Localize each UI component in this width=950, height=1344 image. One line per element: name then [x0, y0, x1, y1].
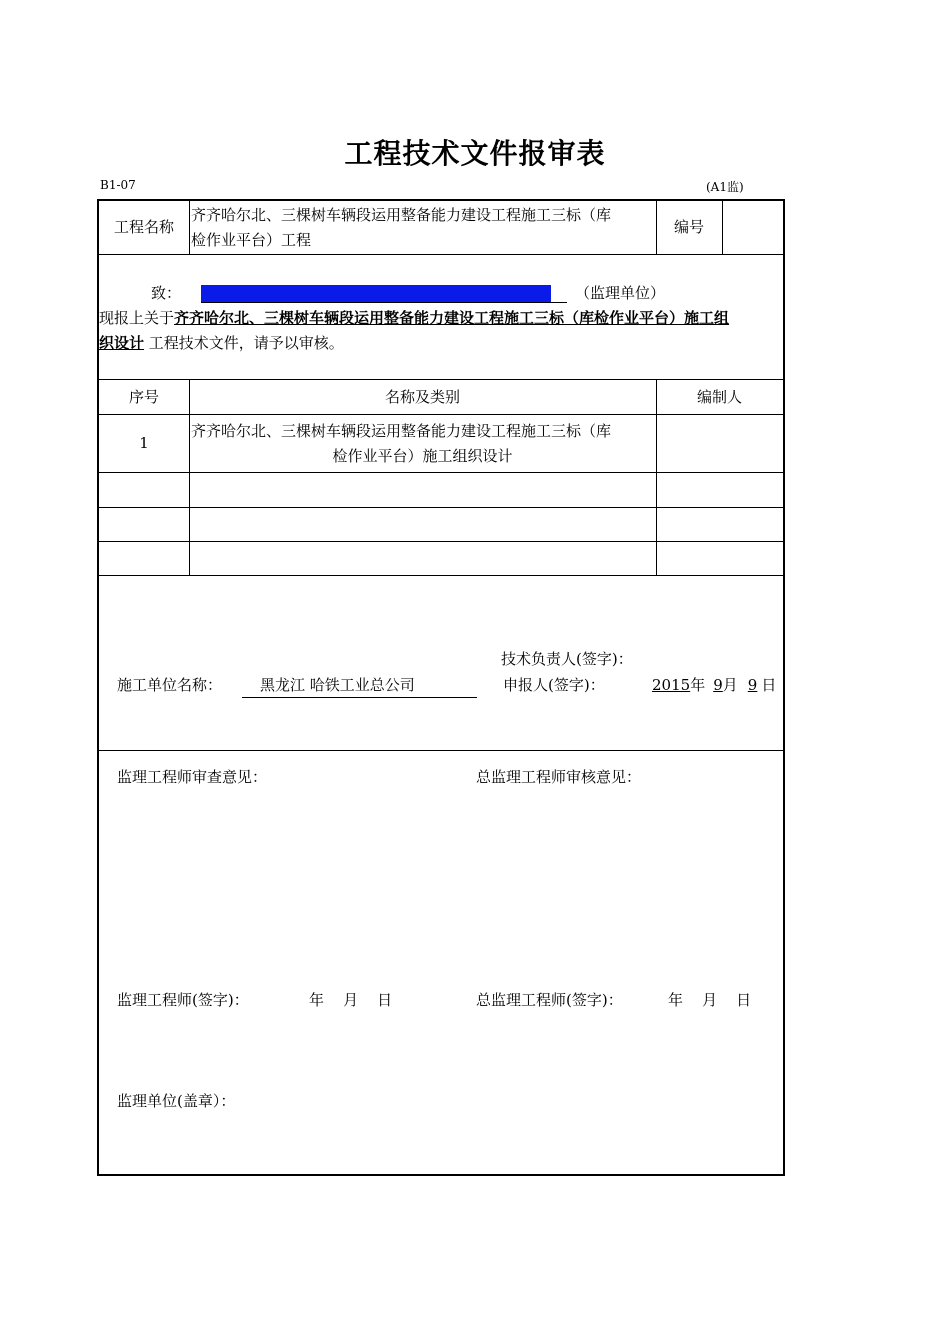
- date-day: 9: [747, 676, 758, 694]
- submission-prefix: 现报上关于: [99, 309, 175, 327]
- submission-subject-line1: 齐齐哈尔北、三棵树车辆段运用整备能力建设工程施工三标（库检作业平台）施工组: [174, 309, 730, 327]
- engineer-sign-label: 监理工程师(签字)：: [117, 991, 249, 1009]
- to-suffix: （监理单位）: [575, 284, 666, 302]
- form-type: (A1监): [706, 180, 744, 194]
- header-no: 序号: [128, 388, 159, 406]
- to-label: 致：: [151, 284, 182, 302]
- divider: [99, 472, 783, 473]
- header-author: 编制人: [696, 388, 742, 406]
- project-name-line2: 检作业平台）工程: [191, 231, 312, 249]
- engineer-date: 年 月 日: [309, 991, 393, 1009]
- chief-opinion-label: 总监理工程师审核意见：: [476, 768, 642, 786]
- form-code: B1-07: [100, 178, 136, 192]
- submission-line1: [99, 306, 729, 331]
- divider: [99, 541, 783, 542]
- redacted-supervisor-name: [201, 285, 551, 302]
- form-sheet: [97, 199, 785, 1176]
- contractor-unit-name-field: [242, 673, 477, 698]
- header-name: 名称及类别: [384, 388, 460, 406]
- divider: [99, 575, 783, 576]
- divider: [722, 201, 723, 254]
- submission-suffix: 工程技术文件，请予以审核。: [144, 334, 344, 352]
- tech-lead-label: 技术负责人(签字)：: [501, 650, 633, 668]
- divider: [99, 414, 783, 415]
- row1-name-line2: 检作业平台）施工组织设计: [332, 447, 513, 465]
- divider: [99, 507, 783, 508]
- project-name-line1: 齐齐哈尔北、三棵树车辆段运用整备能力建设工程施工三标（库: [191, 206, 612, 224]
- submission-date: [652, 673, 776, 698]
- number-label: 编号: [673, 218, 704, 236]
- date-day-unit: 日: [761, 676, 777, 694]
- divider: [99, 379, 783, 380]
- date-month: 9: [713, 676, 723, 694]
- row1-no: 1: [139, 434, 149, 452]
- project-label: 工程名称: [113, 218, 174, 236]
- seal-label: 监理单位(盖章）：: [117, 1092, 236, 1110]
- divider: [99, 750, 783, 751]
- reporter-label: 申报人(签字)：: [503, 676, 605, 694]
- submission-line2: [99, 331, 344, 356]
- row1-name-line1: 齐齐哈尔北、三棵树车辆段运用整备能力建设工程施工三标（库: [191, 422, 612, 440]
- chief-sign-label: 总监理工程师(签字)：: [476, 991, 623, 1009]
- divider: [189, 201, 190, 254]
- contractor-unit-label: 施工单位名称：: [117, 676, 223, 694]
- to-underline: [201, 302, 567, 303]
- contractor-unit-name: 黑龙江 哈铁工业总公司: [260, 676, 415, 694]
- date-month-unit: 月: [722, 676, 738, 694]
- submission-subject-line2: 织设计: [99, 334, 145, 352]
- page-title: 工程技术文件报审表: [344, 137, 606, 170]
- engineer-opinion-label: 监理工程师审查意见：: [117, 768, 268, 786]
- divider: [99, 254, 783, 255]
- date-year-unit: 年: [690, 676, 706, 694]
- chief-date: 年 月 日: [668, 991, 752, 1009]
- date-year: 2015: [652, 676, 691, 694]
